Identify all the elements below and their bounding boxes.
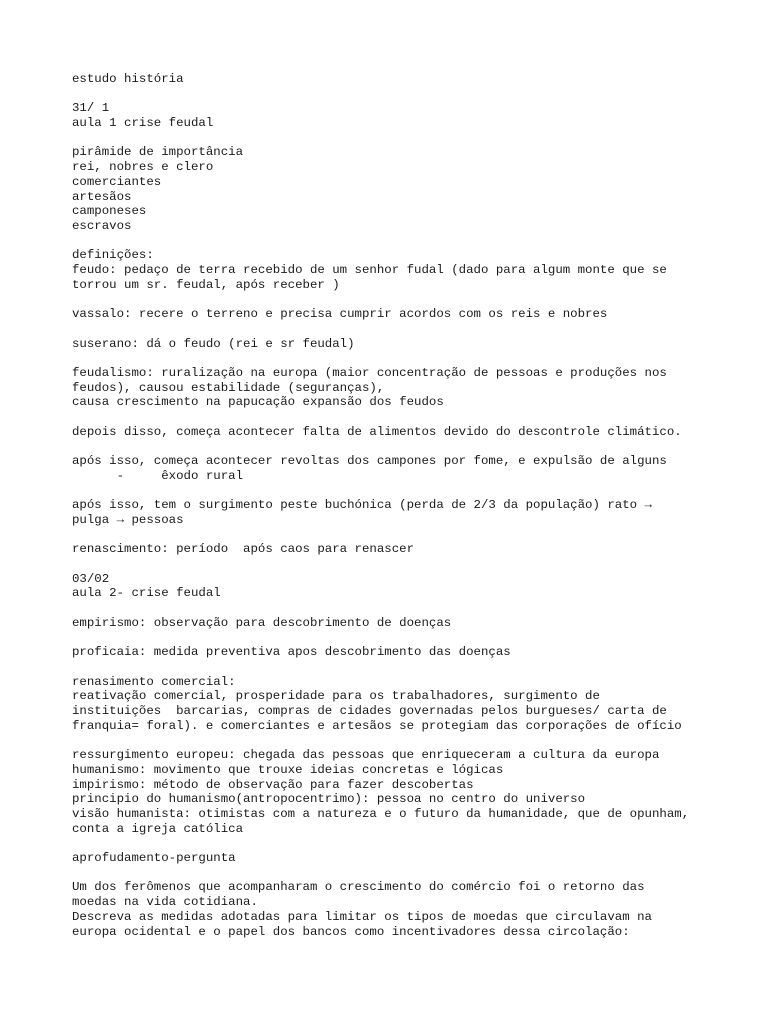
text-line: impirismo: método de observação para fazer descobertas [72,777,474,792]
text-line: rei, nobres e clero [72,160,214,175]
blank-line [72,439,712,454]
text-line: suserano: dá o feudo (rei e sr feudal) [72,336,355,351]
blank-line [72,351,712,366]
text-line: aula 2- crise feudal [72,586,221,601]
blank-line [72,660,712,675]
text-line: proficaia: medida preventiva apos descobrimento das doenças [72,645,511,660]
text-line: comerciantes [72,174,162,189]
text-line: moedas na vida cotidiana. [72,895,258,910]
text-line: pirâmide de importância [72,145,244,160]
text-line: humanismo: movimento que trouxe ideias concretas e lógicas [72,762,504,777]
text-line: vassalo: recere o terreno e precisa cumprir acordos com os reis e nobres [72,307,608,322]
text-line: Descreva as medidas adotadas para limitar os tipos de moedas que circulavam na [72,909,652,924]
blank-line [72,866,712,881]
text-line: escravos [72,219,132,233]
blank-line [72,528,712,543]
blank-line [72,87,712,102]
text-line: instituições barcarias, compras de cidades governadas pelos burgueses/ carta de [72,704,667,719]
text-line: principio do humanismo(antropocentrimo): pessoa no centro do universo [72,792,586,807]
text-line: artesãos [72,189,132,204]
text-line: 31/ 1 [72,101,110,116]
blank-line [72,601,712,616]
text-line: após isso, começa acontecer revoltas dos campones por fome, e expulsão de alguns [72,454,667,469]
text-line: feudo: pedaço de terra recebido de um senhor fudal (dado para algum monte que se [72,263,667,278]
text-line: conta a igreja católica [72,821,244,836]
blank-line [72,733,712,748]
text-line: definições: [72,248,154,263]
blank-line [72,631,712,646]
text-line: após isso, tem o surgimento peste buchónica (perda de 2/3 da população) rato → [72,498,652,513]
text-line: aula 1 crise feudal [72,116,214,131]
text-line: Um dos ferômenos que acompanharam o crescimento do comércio foi o retorno das [72,880,645,895]
text-line: renasimento comercial: [72,674,236,689]
text-line: feudalismo: ruralização na europa (maior concentração de pessoas e produções nos [72,365,667,380]
text-line: europa ocidental e o papel dos bancos como incentivadores dessa circolação: [72,924,630,939]
text-line: causa crescimento na papucação expansão dos feudos [72,395,444,410]
blank-line [72,322,712,337]
blank-line [72,293,712,308]
blank-line [72,131,712,146]
document-body [72,72,712,939]
text-line: torrou um sr. feudal, após receber ) [72,277,340,292]
text-line: pulga → pessoas [72,512,184,527]
text-line: visão humanista: otimistas com a natureza e o futuro da humanidade, que de opunham, [72,806,690,821]
blank-line [72,836,712,851]
blank-line [72,484,712,499]
text-line: estudo história [72,72,184,86]
text-line: renascimento: período após caos para renascer [72,542,415,557]
text-line: franquia= foral). e comerciantes e artesãos se protegiam das corporações de ofício [72,718,682,733]
blank-line [72,410,712,425]
text-line: reativação comercial, prosperidade para os trabalhadores, surgimento de [72,689,600,704]
text-line: - êxodo rural [72,468,244,483]
text-line: feudos), causou estabilidade (seguranças), [72,380,385,395]
text-line: ressurgimento europeu: chegada das pessoas que enriqueceram a cultura da europa [72,748,660,763]
text-line: depois disso, começa acontecer falta de alimentos devido do descontrole climático. [72,424,682,439]
blank-line [72,234,712,249]
text-line: empirismo: observação para descobrimento de doenças [72,615,452,630]
text-line: aprofudamento-pergunta [72,851,236,866]
text-line: camponeses [72,204,147,219]
text-line: 03/02 [72,571,110,586]
blank-line [72,557,712,572]
